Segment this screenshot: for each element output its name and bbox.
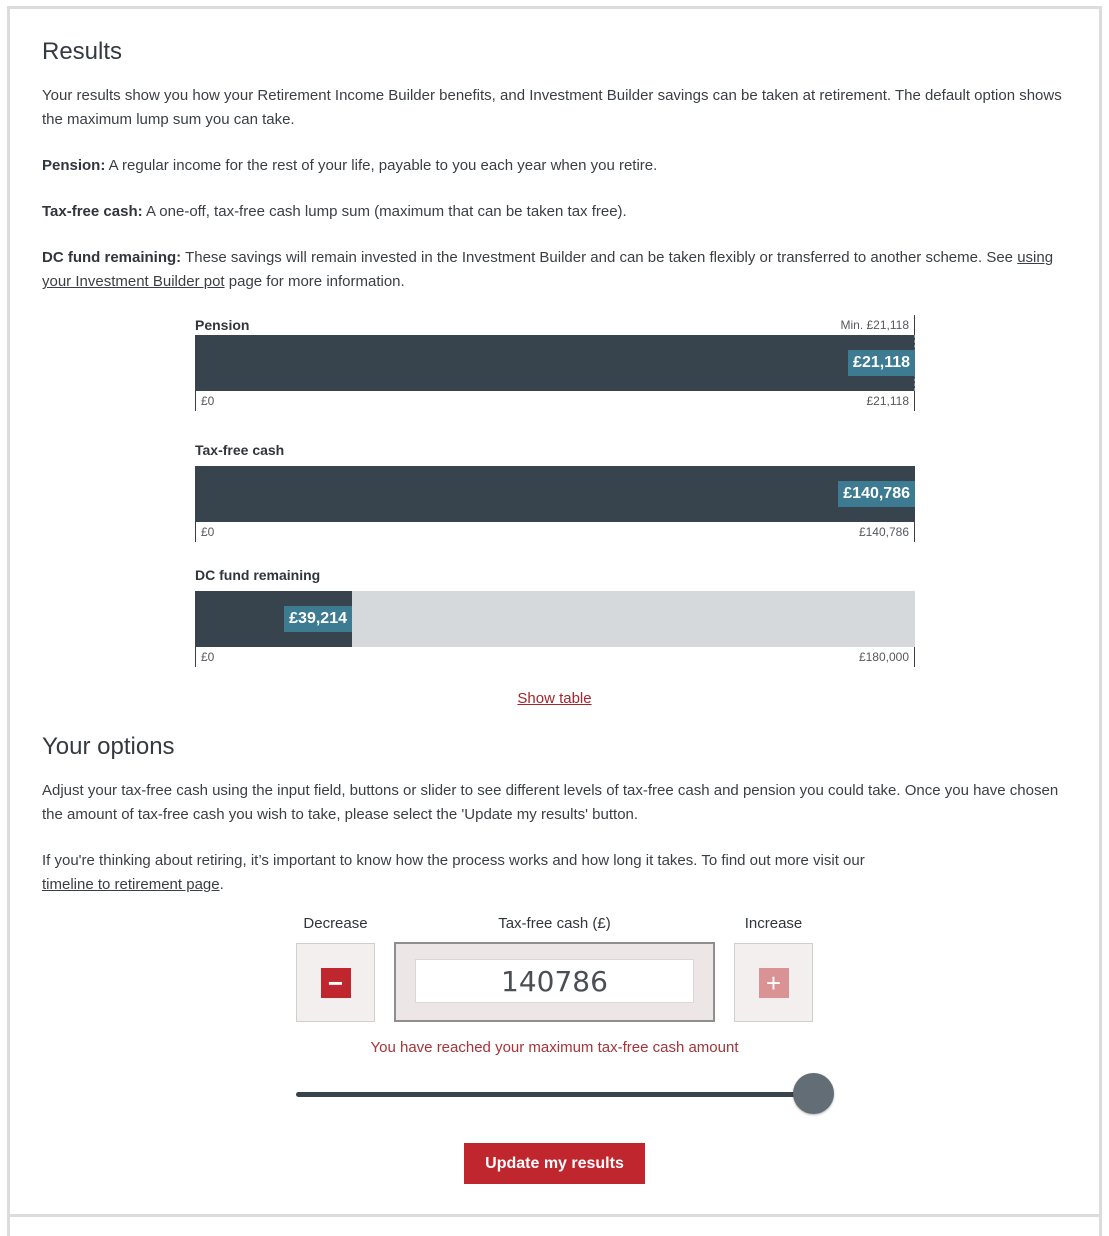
timeline-link[interactable]: timeline to retirement page	[42, 876, 220, 893]
results-intro: Your results show you how your Retirement Income Builder benefits, and Investment Builder savings can be taken at retirement. The default option shows the maximum lump sum you can take.	[42, 87, 1062, 128]
max-reached-message: You have reached your maximum tax-free cash amount	[370, 1039, 739, 1056]
bar-value-label: £21,118	[848, 350, 915, 376]
bar-scale	[195, 391, 915, 411]
pension-term: Pension:	[42, 157, 106, 174]
scale-min-label: £0	[195, 391, 214, 411]
dc-def-text: These savings will remain invested in the Investment Builder and can be taken flexibly or transferred to another scheme. See	[181, 249, 1018, 266]
show-table-link[interactable]: Show table	[517, 690, 592, 707]
decrease-button[interactable]	[296, 943, 375, 1022]
taxfree-term: Tax-free cash:	[42, 203, 143, 220]
options-heading: Your options	[42, 733, 175, 760]
chart-title: Pension	[195, 317, 250, 333]
scale-min-label: £0	[195, 522, 214, 542]
plus-icon: +	[759, 968, 789, 998]
pension-definition	[42, 154, 1067, 178]
scale-max-label: £140,786	[859, 522, 915, 542]
chart-title: Tax-free cash	[195, 442, 285, 458]
options-section	[42, 733, 1067, 897]
divider	[7, 1214, 1102, 1217]
tax-free-cash-field-wrapper	[394, 942, 715, 1022]
retiring-note	[42, 849, 1067, 897]
tax-free-cash-input[interactable]	[415, 959, 694, 1003]
dc-term: DC fund remaining:	[42, 249, 182, 266]
bar-scale	[195, 522, 915, 542]
pension-chart	[195, 315, 915, 411]
minus-icon: −	[321, 968, 351, 998]
bar-track	[195, 335, 915, 391]
chart-title: DC fund remaining	[195, 567, 321, 583]
scale-max-label: £21,118	[867, 391, 916, 411]
retiring-note-end: .	[219, 876, 224, 893]
show-table-row	[0, 690, 1109, 707]
options-instructions: Adjust your tax-free cash using the input field, buttons or slider to see different levels of tax-free cash and pension you could take. Once you have chosen the amount of tax-free cash you wish to take, please select the 'Update my results' button.	[42, 782, 1059, 823]
min-marker-label: Min. £21,118	[841, 315, 916, 335]
scale-min-label: £0	[195, 647, 214, 667]
dc-fund-chart	[195, 565, 915, 667]
slider-handle[interactable]	[793, 1073, 834, 1114]
pension-def-text: A regular income for the rest of your life, payable to you each year when you retire.	[105, 157, 658, 174]
bar-fill	[195, 466, 915, 522]
results-heading: Results	[42, 38, 123, 65]
taxfree-chart	[195, 440, 915, 542]
decrease-label: Decrease	[303, 915, 368, 932]
taxfree-def-text: A one-off, tax-free cash lump sum (maximum that can be taken tax free).	[142, 203, 627, 220]
increase-button[interactable]	[734, 943, 813, 1022]
retiring-note-text: If you're thinking about retiring, it’s important to know how the process works and how long it takes. To find out more visit our	[42, 852, 865, 869]
scale-max-label: £180,000	[859, 647, 915, 667]
investment-builder-link[interactable]: using your Investment Builder pot	[42, 249, 1054, 290]
tax-free-cash-label: Tax-free cash (£)	[498, 915, 611, 932]
dc-definition	[42, 246, 1067, 294]
main-content	[42, 38, 1067, 294]
update-results-button[interactable]: Update my results	[464, 1143, 645, 1184]
bar-scale	[195, 647, 915, 667]
taxfree-definition	[42, 200, 1067, 224]
bar-fill	[195, 335, 915, 391]
bar-value-label: £140,786	[838, 481, 915, 507]
increase-label: Increase	[744, 915, 803, 932]
bar-track	[195, 591, 915, 647]
bar-track	[195, 466, 915, 522]
tax-free-cash-slider[interactable]	[296, 1092, 816, 1097]
bar-value-label: £39,214	[284, 606, 352, 632]
dc-def-end: page for more information.	[224, 273, 405, 290]
